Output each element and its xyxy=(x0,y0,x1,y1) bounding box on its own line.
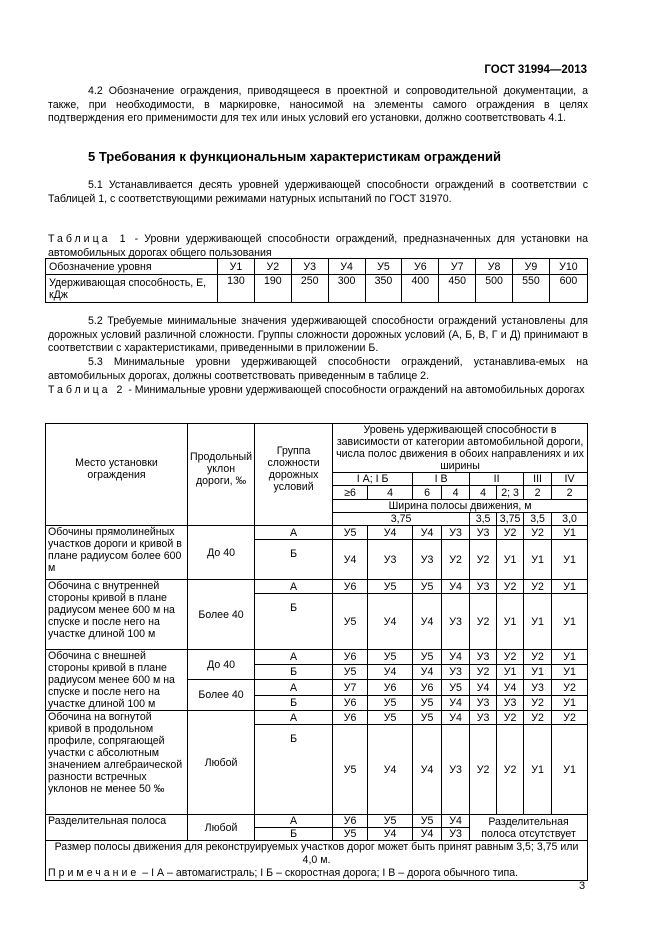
table1-level: У7 xyxy=(439,259,476,275)
level-cell: У1 xyxy=(524,540,552,580)
table2-caption xyxy=(48,384,588,398)
level-cell: У4 xyxy=(333,540,368,580)
table1-value: 350 xyxy=(365,275,402,303)
header-lanes: ≥6 xyxy=(333,486,368,500)
header-group: Группа сложности дорожных условий xyxy=(255,424,333,526)
table1-level: У5 xyxy=(365,259,402,275)
level-cell: У1 xyxy=(552,594,588,650)
note-label: Примечание xyxy=(48,867,140,879)
level-cell: У5 xyxy=(368,815,413,828)
table-row xyxy=(46,580,588,594)
level-cell: У5 xyxy=(333,828,368,841)
level-cell: У1 xyxy=(552,650,588,665)
level-cell: У3 xyxy=(442,594,470,650)
level-cell: У6 xyxy=(333,711,368,725)
level-cell: У2 xyxy=(524,580,552,594)
group-cell: Б xyxy=(255,696,333,711)
group-cell: Б xyxy=(255,725,333,815)
level-cell: У2 xyxy=(470,725,497,815)
group-cell: А xyxy=(255,526,333,540)
level-cell: У4 xyxy=(413,526,442,540)
header-category: II xyxy=(470,473,524,486)
level-cell: У5 xyxy=(413,580,442,594)
table1-level: У8 xyxy=(476,259,513,275)
slope-cell: До 40 xyxy=(188,650,255,680)
level-cell: У2 xyxy=(497,580,524,594)
table-row xyxy=(46,526,588,540)
level-cell: У1 xyxy=(524,594,552,650)
page-number: 3 xyxy=(579,880,586,892)
table1-caption-label: Таблица 1 xyxy=(48,233,129,245)
level-cell: У3 xyxy=(497,696,524,711)
header-category: I В xyxy=(413,473,470,486)
paragraph-5-1: 5.1 Устанавливается десять уровней удерживающей способности ограждений в соответствии с Таблицей 1, с соответствующими режимами натурных испытаний по ГОСТ 31970. xyxy=(48,179,588,205)
table-row xyxy=(46,841,588,881)
level-cell: У2 xyxy=(552,711,588,725)
level-cell: У2 xyxy=(524,696,552,711)
level-cell: У4 xyxy=(442,580,470,594)
level-cell: У2 xyxy=(470,540,497,580)
level-cell: У4 xyxy=(413,725,442,815)
level-cell: У1 xyxy=(524,665,552,680)
header-lanes: 4 xyxy=(470,486,497,500)
place-cell: Разделительная полоса xyxy=(46,815,188,841)
level-cell: У3 xyxy=(442,828,470,841)
level-cell: У5 xyxy=(413,815,442,828)
table-row xyxy=(46,424,588,473)
level-cell: У1 xyxy=(497,594,524,650)
table-1 xyxy=(45,258,588,303)
level-cell: У5 xyxy=(413,711,442,725)
header-level: Уровень удерживающей способности в зависимости от категории автомобильной дороги, числа полос движения в обоих направлениях и их ширины xyxy=(333,424,588,473)
level-cell: У4 xyxy=(442,711,470,725)
level-cell: У2 xyxy=(497,725,524,815)
header-category: I А; I Б xyxy=(333,473,413,486)
group-cell: А xyxy=(255,580,333,594)
slope-cell: Более 40 xyxy=(188,680,255,711)
standard-number: ГОСТ 31994—2013 xyxy=(484,64,587,76)
level-cell: У1 xyxy=(497,665,524,680)
table2-caption-label: Таблица 2 xyxy=(48,384,126,396)
group-cell: А xyxy=(255,680,333,696)
level-cell: У1 xyxy=(552,526,588,540)
level-cell: У5 xyxy=(368,696,413,711)
table1-value: 300 xyxy=(328,275,365,303)
table1-value: 130 xyxy=(218,275,255,303)
table-row xyxy=(46,711,588,725)
footnote: Размер полосы движения для реконструируемых участков дорог может быть принят равным 3,5; 3,75 или 4,0 м. xyxy=(54,841,579,866)
merged-cell: Разделительная полоса отсутствует xyxy=(470,815,588,841)
level-cell: У4 xyxy=(368,665,413,680)
table1-row-label: Удерживающая способность, Е, кДж xyxy=(46,275,218,303)
header-lane-width: 3,75 xyxy=(497,513,524,526)
level-cell: У1 xyxy=(552,665,588,680)
level-cell: У5 xyxy=(368,650,413,665)
header-category: IV xyxy=(552,473,588,486)
group-cell: Б xyxy=(255,665,333,680)
level-cell: У6 xyxy=(333,580,368,594)
slope-cell: Более 40 xyxy=(188,580,255,650)
table-row xyxy=(46,815,588,828)
table-footer xyxy=(46,841,588,881)
place-cell: Обочина с внешней стороны кривой в плане радиусом менее 600 м на спуске и после него на участке длиной 100 м xyxy=(46,650,188,711)
header-place: Место установки ограждения xyxy=(46,424,188,526)
table1-level: У1 xyxy=(218,259,255,275)
level-cell: У5 xyxy=(442,680,470,696)
level-cell: У6 xyxy=(368,680,413,696)
section-heading: 5 Требования к функциональным характеристикам ограждений xyxy=(88,149,501,164)
group-cell: А xyxy=(255,711,333,725)
level-cell: У5 xyxy=(333,725,368,815)
paragraph-4-2: 4.2 Обозначение ограждения, приводящееся в проектной и сопроводительной документации, а также, при необходимости, в маркировке, наносимой на элементы самого ограждения в целях подтверждения его применимости для тех или иных условий его установки, должно соответствовать 4.1. xyxy=(48,85,588,125)
level-cell: У2 xyxy=(442,540,470,580)
level-cell: У5 xyxy=(333,594,368,650)
level-cell: У4 xyxy=(442,815,470,828)
table-row xyxy=(46,650,588,665)
header-lane-width: 3,5 xyxy=(524,513,552,526)
header-slope: Продольный уклон дороги, ‰ xyxy=(188,424,255,526)
level-cell: У2 xyxy=(497,526,524,540)
level-cell: У4 xyxy=(470,680,497,696)
level-cell: У1 xyxy=(552,540,588,580)
header-lane-width: 3,75 xyxy=(333,513,470,526)
header-lanes: 2 xyxy=(524,486,552,500)
level-cell: У5 xyxy=(333,526,368,540)
level-cell: У3 xyxy=(470,696,497,711)
level-cell: У4 xyxy=(413,665,442,680)
place-cell: Обочины прямолинейных участков дороги и кривой в плане радиусом более 600 м xyxy=(46,526,188,580)
level-cell: У4 xyxy=(413,828,442,841)
level-cell: У1 xyxy=(552,696,588,711)
group-cell: Б xyxy=(255,594,333,650)
level-cell: У4 xyxy=(442,696,470,711)
table2-caption-text: - Минимальные уровни удерживающей способности ограждений на автомобильных дорогах xyxy=(125,384,585,396)
level-cell: У3 xyxy=(442,665,470,680)
level-cell: У3 xyxy=(470,711,497,725)
level-cell: У6 xyxy=(333,815,368,828)
header-lanes: 4 xyxy=(368,486,413,500)
level-cell: У5 xyxy=(413,696,442,711)
level-cell: У3 xyxy=(413,540,442,580)
level-cell: У3 xyxy=(442,725,470,815)
table1-value: 500 xyxy=(476,275,513,303)
place-cell: Обочина на вогнутой кривой в продольном профиле, сопрягающей участки с абсолютным значением алгебраической разности встречных уклонов не менее 50 ‰ xyxy=(46,711,188,815)
header-lanes: 2 xyxy=(552,486,588,500)
table1-value: 190 xyxy=(254,275,291,303)
level-cell: У2 xyxy=(470,594,497,650)
level-cell: У4 xyxy=(368,828,413,841)
paragraph-5-2: 5.2 Требуемые минимальные значения удерживающей способности ограждений установлены для дорожных условий различной сложности. Группы сложности дорожных условий (А, Б, В, Г и Д) принимают в соответствии с характеристиками, приведенными в приложении Б. xyxy=(48,315,588,355)
header-width: Ширина полосы движения, м xyxy=(333,500,588,513)
level-cell: У3 xyxy=(470,580,497,594)
table1-value: 450 xyxy=(439,275,476,303)
level-cell: У6 xyxy=(333,650,368,665)
table1-caption-text: - Уровни удерживающей способности ограждений, предназначенных для установки на автомобильных дорогах общего пользования xyxy=(48,233,588,259)
level-cell: У1 xyxy=(552,725,588,815)
level-cell: У2 xyxy=(470,665,497,680)
table1-value: 400 xyxy=(402,275,439,303)
level-cell: У4 xyxy=(497,680,524,696)
level-cell: У3 xyxy=(524,680,552,696)
level-cell: У2 xyxy=(524,711,552,725)
level-cell: У1 xyxy=(552,580,588,594)
table1-level: У10 xyxy=(549,259,587,275)
table1-value: 250 xyxy=(291,275,328,303)
header-lanes: 6 xyxy=(413,486,442,500)
level-cell: У3 xyxy=(368,540,413,580)
table1-level: У2 xyxy=(254,259,291,275)
level-cell: У2 xyxy=(497,650,524,665)
level-cell: У7 xyxy=(333,680,368,696)
table1-level: У9 xyxy=(513,259,550,275)
table1-level: У6 xyxy=(402,259,439,275)
table1-value: 600 xyxy=(549,275,587,303)
slope-cell: Любой xyxy=(188,711,255,815)
level-cell: У2 xyxy=(524,650,552,665)
table1-value: 550 xyxy=(513,275,550,303)
level-cell: У3 xyxy=(442,526,470,540)
paragraph-5-3: 5.3 Минимальные уровни удерживающей способности ограждений, устанавлива-емых на автомобильных дорогах, должны соответствовать приведенным в таблице 2. xyxy=(48,356,588,382)
header-lane-width: 3,0 xyxy=(552,513,588,526)
table-2 xyxy=(45,423,588,881)
level-cell: У6 xyxy=(413,680,442,696)
group-cell: А xyxy=(255,815,333,828)
level-cell: У5 xyxy=(333,665,368,680)
header-category: III xyxy=(524,473,552,486)
level-cell: У3 xyxy=(470,650,497,665)
level-cell: У1 xyxy=(524,725,552,815)
slope-cell: Любой xyxy=(188,815,255,841)
level-cell: У4 xyxy=(368,526,413,540)
header-lanes: 4 xyxy=(442,486,470,500)
place-cell: Обочина с внутренней стороны кривой в плане радиусом менее 600 м на спуске и после него на участке длиной 100 м xyxy=(46,580,188,650)
table1-caption xyxy=(48,233,588,260)
level-cell: У4 xyxy=(413,594,442,650)
table1-level: У3 xyxy=(291,259,328,275)
header-lanes: 2; 3 xyxy=(497,486,524,500)
level-cell: У2 xyxy=(552,680,588,696)
level-cell: У2 xyxy=(497,711,524,725)
header-lane-width: 3,5 xyxy=(470,513,497,526)
table1-header-label: Обозначение уровня xyxy=(46,259,218,275)
level-cell: У4 xyxy=(368,594,413,650)
level-cell: У1 xyxy=(497,540,524,580)
level-cell: У3 xyxy=(470,526,497,540)
table1-level: У4 xyxy=(328,259,365,275)
note-text: – I А – автомагистраль; I Б – скоростная дорога; I В – дорога обычного типа. xyxy=(139,867,519,879)
level-cell: У2 xyxy=(524,526,552,540)
level-cell: У4 xyxy=(442,650,470,665)
group-cell: Б xyxy=(255,540,333,580)
level-cell: У4 xyxy=(368,725,413,815)
slope-cell: До 40 xyxy=(188,526,255,580)
level-cell: У5 xyxy=(413,650,442,665)
group-cell: Б xyxy=(255,828,333,841)
level-cell: У5 xyxy=(368,711,413,725)
level-cell: У5 xyxy=(368,580,413,594)
group-cell: А xyxy=(255,650,333,665)
level-cell: У6 xyxy=(333,696,368,711)
